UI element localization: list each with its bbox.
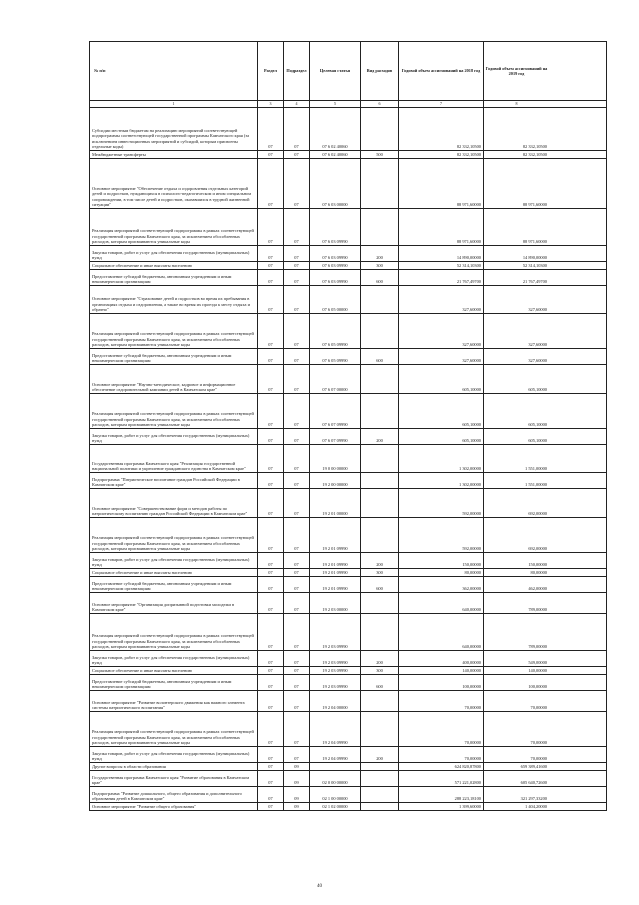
row-statya: 19 2 01 09990 [309, 553, 360, 568]
row-statya: 07 6 02 40060 [309, 108, 360, 150]
row-vid: 200 [360, 651, 398, 666]
table-row [89, 348, 607, 364]
row-vid [360, 518, 398, 552]
row-amount-2018: 640,00000 [398, 593, 483, 613]
table-row [89, 517, 607, 552]
row-podrazdel: 07 [283, 489, 309, 517]
row-statya: 07 6 02 40060 [309, 151, 360, 158]
row-razdel: 07 [257, 108, 283, 150]
column-number: 1 [172, 101, 175, 106]
row-statya: 02 1 02 00000 [309, 803, 360, 810]
row-vid [360, 209, 398, 245]
row-name: Предоставление субсидий бюджетным, автономным учреждениям и иным некоммерческим организациям [92, 273, 232, 285]
row-amount-2018: 82 332,10500 [398, 151, 483, 158]
table-header [89, 41, 607, 100]
row-podrazdel: 07 [283, 394, 309, 428]
table-row [89, 786, 607, 802]
row-statya: 07 6 03 09990 [309, 270, 360, 285]
row-name: Подпрограмма "Патриотическое воспитание граждан Российской Федерации в Камчатском крае" [92, 476, 240, 488]
row-podrazdel: 07 [283, 518, 309, 552]
row-amount-2019: 789,00000 [483, 614, 549, 650]
row-vid: 200 [360, 553, 398, 568]
table-row [89, 674, 607, 690]
row-amount-2019: 327,60000 [483, 286, 549, 313]
row-vid [360, 712, 398, 746]
row-amount-2018: 1 399,60000 [398, 803, 483, 810]
row-vid [360, 763, 398, 770]
row-podrazdel: 09 [283, 787, 309, 802]
header-col-statya: Целевая статья [309, 42, 360, 100]
row-vid: 300 [360, 667, 398, 674]
row-podrazdel: 07 [283, 667, 309, 674]
row-vid: 600 [360, 577, 398, 592]
row-vid: 600 [360, 349, 398, 364]
row-amount-2018: 82 332,10500 [398, 108, 483, 150]
table-row [89, 613, 607, 650]
row-statya: 19 2 00 00000 [309, 473, 360, 488]
table-row [89, 313, 607, 348]
table-row [89, 552, 607, 568]
row-razdel: 07 [257, 429, 283, 444]
row-statya: 19 2 03 09990 [309, 675, 360, 690]
row-name: Закупка товаров, работ и услуг для обеспечения государственных (муниципальных) нужд [92, 249, 250, 261]
row-name: Предоставление субсидий бюджетным, автономным учреждениям и иным некоммерческим организациям [92, 352, 232, 364]
row-amount-2018: 362,00000 [398, 577, 483, 592]
row-amount-2019: 605 640,72600 [483, 771, 549, 786]
column-number: 8 [483, 101, 549, 107]
table-row [89, 568, 607, 576]
row-name: Реализация мероприятий соответствующей подпрограммы в рамках соответствующей государственной программы Камчатского края, за исключением обособленных расходов, которым присваиваются уникальные коды [92, 411, 254, 428]
row-amount-2019: 659 389,41600 [483, 763, 549, 770]
row-amount-2018: 605,10000 [398, 429, 483, 444]
row-podrazdel: 07 [283, 349, 309, 364]
row-amount-2018: 327,60000 [398, 286, 483, 313]
column-number: 5 [309, 101, 360, 107]
row-amount-2019: 70,00000 [483, 747, 549, 762]
row-amount-2019: 605,10000 [483, 429, 549, 444]
row-razdel: 07 [257, 803, 283, 810]
row-name: Реализация мероприятий соответствующей подпрограммы в рамках соответствующей государственной программы Камчатского края, за исключением обособленных расходов, которым присваиваются уникальные коды [92, 228, 254, 245]
row-statya: 19 2 03 09990 [309, 614, 360, 650]
row-statya: 07 6 03 09990 [309, 209, 360, 245]
row-podrazdel: 07 [283, 614, 309, 650]
row-statya: 19 2 03 00000 [309, 593, 360, 613]
row-amount-2018: 88 971,60000 [398, 209, 483, 245]
row-podrazdel: 09 [283, 771, 309, 786]
table-row [89, 592, 607, 613]
row-vid: 300 [360, 569, 398, 576]
row-podrazdel: 07 [283, 569, 309, 576]
row-amount-2019: 692,00000 [483, 518, 549, 552]
page-number: 40 [317, 884, 322, 889]
row-amount-2018: 400,00000 [398, 651, 483, 666]
row-amount-2018: 605,10000 [398, 394, 483, 428]
row-amount-2018: 88 971,60000 [398, 159, 483, 208]
header-col-number: № п/п [94, 68, 106, 74]
row-amount-2018: 624 820,87800 [398, 763, 483, 770]
row-razdel: 07 [257, 675, 283, 690]
row-name: Субсидии местным бюджетам на реализацию мероприятий соответствующей подпрограммы соответствующей государственной программы Камчатского края (за исключением инвестиционных мероприятий и субсидий, которым присвоены отдельные коды) [92, 127, 250, 150]
row-amount-2018: 70,00000 [398, 712, 483, 746]
row-name: Социальное обеспечение и иные выплаты населению [92, 263, 192, 269]
table-row [89, 158, 607, 208]
row-razdel: 07 [257, 577, 283, 592]
row-statya: 19 2 04 09990 [309, 747, 360, 762]
row-amount-2019: 327,60000 [483, 314, 549, 348]
row-podrazdel: 07 [283, 429, 309, 444]
row-podrazdel: 07 [283, 445, 309, 472]
row-vid [360, 771, 398, 786]
row-amount-2018: 140,00000 [398, 667, 483, 674]
row-amount-2018: 52 314,10300 [398, 262, 483, 269]
table-row [89, 245, 607, 261]
row-statya: 07 6 03 00000 [309, 159, 360, 208]
row-vid [360, 314, 398, 348]
row-razdel: 07 [257, 651, 283, 666]
row-podrazdel: 07 [283, 286, 309, 313]
row-razdel: 07 [257, 159, 283, 208]
column-number: 4 [283, 101, 309, 107]
row-amount-2019: 70,00000 [483, 712, 549, 746]
row-statya: 19 2 04 00000 [309, 691, 360, 711]
row-razdel: 07 [257, 445, 283, 472]
row-vid [360, 445, 398, 472]
table-row [89, 150, 607, 158]
row-vid [360, 593, 398, 613]
row-podrazdel: 09 [283, 803, 309, 810]
row-name: Закупка товаров, работ и услуг для обеспечения государственных (муниципальных) нужд [92, 556, 250, 568]
row-amount-2018: 1 302,00000 [398, 473, 483, 488]
row-podrazdel: 07 [283, 246, 309, 261]
row-name: Реализация мероприятий соответствующей подпрограммы в рамках соответствующей государственной программы Камчатского края, за исключением обособленных расходов, которым присваиваются уникальные коды [92, 535, 254, 552]
table-row [89, 746, 607, 762]
row-amount-2019: 692,00000 [483, 489, 549, 517]
row-razdel: 07 [257, 473, 283, 488]
table-row [89, 770, 607, 786]
row-podrazdel: 07 [283, 675, 309, 690]
row-razdel: 07 [257, 394, 283, 428]
row-name: Социальное обеспечение и иные выплаты населению [92, 570, 192, 576]
row-razdel: 07 [257, 314, 283, 348]
row-amount-2018: 327,60000 [398, 349, 483, 364]
row-amount-2018: 80,00000 [398, 569, 483, 576]
row-razdel: 07 [257, 763, 283, 770]
header-col-2018: Годовой объем ассигнований на 2018 год [398, 42, 483, 100]
table-row [89, 393, 607, 428]
table-row [89, 488, 607, 517]
row-amount-2018: 70,00000 [398, 691, 483, 711]
row-statya: 19 2 03 09990 [309, 667, 360, 674]
row-amount-2018: 592,00000 [398, 518, 483, 552]
row-amount-2018: 592,00000 [398, 489, 483, 517]
row-podrazdel: 07 [283, 365, 309, 393]
row-amount-2019: 789,00000 [483, 593, 549, 613]
table-row [89, 762, 607, 770]
row-amount-2019: 1 404,20000 [483, 803, 549, 810]
row-podrazdel: 07 [283, 159, 309, 208]
row-razdel: 07 [257, 246, 283, 261]
row-vid: 200 [360, 747, 398, 762]
row-name: Основное мероприятие "Обеспечение отдыха и оздоровления отдельных категорий детей и подростков, нуждающихся в психолого-педагогическом и ином специальном сопровождении, в том числе детей и подростков, оказавшихся в трудной жизненной ситуации" [92, 185, 251, 208]
row-amount-2019: 100,00000 [483, 675, 549, 690]
row-name: Основное мероприятие "Научно-методическое, кадровое и информационное обеспечение оздоровительной кампании детей в Камчатском крае" [92, 381, 236, 393]
row-amount-2019: 321 297,33200 [483, 787, 549, 802]
row-razdel: 07 [257, 787, 283, 802]
row-amount-2019: 140,00000 [483, 667, 549, 674]
row-vid [360, 691, 398, 711]
row-razdel: 07 [257, 518, 283, 552]
row-podrazdel: 07 [283, 691, 309, 711]
row-amount-2019: 52 314,10300 [483, 262, 549, 269]
row-podrazdel: 07 [283, 270, 309, 285]
row-statya: 02 0 00 00000 [309, 771, 360, 786]
row-amount-2019: 80,00000 [483, 569, 549, 576]
row-razdel: 07 [257, 151, 283, 158]
row-amount-2019: 70,00000 [483, 691, 549, 711]
row-podrazdel: 07 [283, 553, 309, 568]
row-name: Закупка товаров, работ и услуг для обеспечения государственных (муниципальных) нужд [92, 432, 250, 444]
header-col-razdel: Раздел [257, 42, 283, 100]
row-podrazdel: 07 [283, 314, 309, 348]
table-body [89, 107, 607, 811]
table-row [89, 690, 607, 711]
row-amount-2018: 100,00000 [398, 675, 483, 690]
row-amount-2019: 88 971,60000 [483, 209, 549, 245]
row-vid [360, 473, 398, 488]
row-amount-2019: 462,00000 [483, 577, 549, 592]
row-name: Реализация мероприятий соответствующей подпрограммы в рамках соответствующей государственной программы Камчатского края, за исключением обособленных расходов, которым присваиваются уникальные коды [92, 331, 254, 348]
table-row [89, 208, 607, 245]
column-numbers-row [89, 100, 607, 107]
row-name: Основное мероприятие "Развитие общего образования" [92, 804, 197, 810]
table-row [89, 107, 607, 150]
table-row [89, 364, 607, 393]
row-razdel: 07 [257, 614, 283, 650]
header-col-vid: Вид расходов [360, 42, 398, 100]
table-row [89, 711, 607, 746]
row-amount-2019: 605,10000 [483, 394, 549, 428]
row-podrazdel: 07 [283, 473, 309, 488]
table-row [89, 428, 607, 444]
row-statya [309, 763, 360, 770]
table-row [89, 666, 607, 674]
row-podrazdel: 07 [283, 593, 309, 613]
row-podrazdel: 07 [283, 712, 309, 746]
row-vid [360, 614, 398, 650]
row-podrazdel: 07 [283, 262, 309, 269]
table-row [89, 285, 607, 313]
row-vid [360, 787, 398, 802]
row-vid: 200 [360, 429, 398, 444]
row-amount-2018: 14 890,00000 [398, 246, 483, 261]
row-podrazdel: 07 [283, 747, 309, 762]
row-podrazdel: 07 [283, 209, 309, 245]
row-razdel: 07 [257, 270, 283, 285]
row-amount-2018: 150,00000 [398, 553, 483, 568]
row-amount-2019: 21 767,49700 [483, 270, 549, 285]
row-statya: 19 0 00 00000 [309, 445, 360, 472]
row-statya: 07 6 07 09990 [309, 394, 360, 428]
row-amount-2018: 640,00000 [398, 614, 483, 650]
row-statya: 07 6 03 09990 [309, 262, 360, 269]
row-podrazdel: 07 [283, 108, 309, 150]
row-vid: 600 [360, 270, 398, 285]
row-amount-2018: 327,60000 [398, 314, 483, 348]
row-name: Подпрограмма "Развитие дошкольного, общего образования и дополнительного образования детей в Камчатском крае" [92, 790, 242, 802]
row-podrazdel: 07 [283, 577, 309, 592]
row-statya: 19 2 01 09990 [309, 577, 360, 592]
row-vid [360, 286, 398, 313]
row-amount-2019: 14 890,00000 [483, 246, 549, 261]
header-col-podrazdel: Подраздел [283, 42, 309, 100]
row-statya: 07 6 05 00000 [309, 286, 360, 313]
row-amount-2019: 1 551,00000 [483, 473, 549, 488]
table-row [89, 472, 607, 488]
row-razdel: 07 [257, 286, 283, 313]
row-podrazdel: 09 [283, 763, 309, 770]
row-razdel: 07 [257, 771, 283, 786]
row-vid [360, 803, 398, 810]
row-name: Предоставление субсидий бюджетным, автономным учреждениям и иным некоммерческим организациям [92, 580, 232, 592]
column-number: 3 [257, 101, 283, 107]
row-name: Закупка товаров, работ и услуг для обеспечения государственных (муниципальных) нужд [92, 750, 250, 762]
table-row [89, 802, 607, 811]
row-razdel: 07 [257, 365, 283, 393]
row-name: Другие вопросы в области образования [92, 764, 166, 770]
row-razdel: 07 [257, 667, 283, 674]
table-row [89, 269, 607, 285]
row-amount-2019: 82 332,10500 [483, 151, 549, 158]
row-name: Основное мероприятие "Совершенствование форм и методов работы по патриотическому воспитанию граждан Российской Федерации в Камчатском крае" [92, 505, 248, 517]
row-vid: 300 [360, 262, 398, 269]
row-razdel: 07 [257, 712, 283, 746]
row-name: Основное мероприятие "Страхование детей и подростков во время их пребывания в организациях отдыха и оздоровления, а также во время их проезда к месту отдыха и обратно" [92, 296, 250, 313]
row-name: Основное мероприятие "Развитие волонтерского движения как важного элемента системы патриотического воспитания" [92, 699, 245, 711]
row-statya: 07 6 07 00000 [309, 365, 360, 393]
table-row [89, 261, 607, 269]
row-vid: 200 [360, 246, 398, 261]
budget-table [89, 41, 607, 811]
row-name: Предоставление субсидий бюджетным, автономным учреждениям и иным некоммерческим организациям [92, 678, 232, 690]
row-razdel: 07 [257, 209, 283, 245]
row-razdel: 07 [257, 349, 283, 364]
row-statya: 07 6 07 09990 [309, 429, 360, 444]
row-amount-2018: 605,10000 [398, 365, 483, 393]
row-razdel: 07 [257, 262, 283, 269]
row-amount-2018: 70,00000 [398, 747, 483, 762]
row-amount-2019: 1 551,00000 [483, 445, 549, 472]
row-name: Государственная программа Камчатского края "Реализация государственной национальной политики и укрепление гражданского единства в Камчатском крае" [92, 460, 246, 472]
row-razdel: 07 [257, 747, 283, 762]
row-statya: 19 2 01 00000 [309, 489, 360, 517]
row-razdel: 07 [257, 569, 283, 576]
row-vid: 500 [360, 151, 398, 158]
row-statya: 07 6 03 09990 [309, 246, 360, 261]
row-statya: 19 2 04 09990 [309, 712, 360, 746]
table-row [89, 576, 607, 592]
row-vid: 600 [360, 675, 398, 690]
row-amount-2019: 605,10000 [483, 365, 549, 393]
row-amount-2019: 327,60000 [483, 349, 549, 364]
row-name: Реализация мероприятий соответствующей подпрограммы в рамках соответствующей государственной программы Камчатского края, за исключением обособленных расходов, которым присваиваются уникальные коды [92, 729, 254, 746]
row-name: Межбюджетные трансферты [92, 152, 146, 158]
row-vid [360, 159, 398, 208]
row-amount-2018: 21 767,49700 [398, 270, 483, 285]
row-vid [360, 365, 398, 393]
row-statya: 07 6 05 09990 [309, 349, 360, 364]
row-amount-2019: 82 332,10500 [483, 108, 549, 150]
row-amount-2019: 549,00000 [483, 651, 549, 666]
row-vid [360, 489, 398, 517]
row-name: Социальное обеспечение и иные выплаты населению [92, 668, 192, 674]
row-razdel: 07 [257, 553, 283, 568]
header-col-2019: Годовой объем ассигнований на 2019 год [483, 42, 549, 100]
row-razdel: 07 [257, 489, 283, 517]
row-statya: 07 6 05 09990 [309, 314, 360, 348]
table-row [89, 444, 607, 472]
row-statya: 02 1 00 00000 [309, 787, 360, 802]
column-number: 7 [398, 101, 483, 107]
row-statya: 19 2 03 09990 [309, 651, 360, 666]
row-name: Реализация мероприятий соответствующей подпрограммы в рамках соответствующей государственной программы Камчатского края, за исключением обособленных расходов, которым присваиваются уникальные коды [92, 633, 254, 650]
row-name: Закупка товаров, работ и услуг для обеспечения государственных (муниципальных) нужд [92, 654, 250, 666]
row-podrazdel: 07 [283, 651, 309, 666]
row-amount-2019: 88 971,60000 [483, 159, 549, 208]
row-amount-2019: 150,00000 [483, 553, 549, 568]
row-statya: 19 2 01 09990 [309, 518, 360, 552]
row-name: Основное мероприятие "Организация допризывной подготовки молодежи в Камчатском крае" [92, 601, 235, 613]
row-podrazdel: 07 [283, 151, 309, 158]
row-name: Государственная программа Камчатского края "Развитие образования в Камчатском крае" [92, 774, 250, 786]
row-vid [360, 394, 398, 428]
row-razdel: 07 [257, 691, 283, 711]
row-statya: 19 2 01 09990 [309, 569, 360, 576]
row-amount-2018: 571 221,02800 [398, 771, 483, 786]
row-vid [360, 108, 398, 150]
column-number: 6 [360, 101, 398, 107]
row-razdel: 07 [257, 593, 283, 613]
row-amount-2018: 1 302,00000 [398, 445, 483, 472]
row-amount-2018: 288 223,18100 [398, 787, 483, 802]
table-row [89, 650, 607, 666]
